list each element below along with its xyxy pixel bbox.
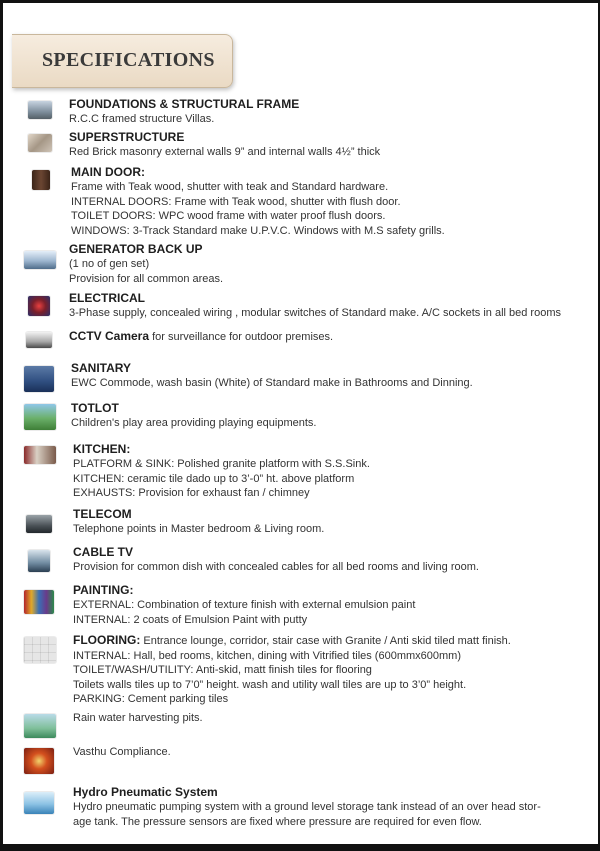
spec-line: (1 no of gen set)	[69, 258, 150, 270]
spec-line: for surveillance for outdoor premises.	[149, 331, 334, 343]
spec-title: CABLE TV	[73, 545, 133, 559]
cable-tv-icon	[28, 550, 50, 572]
page-border-top	[0, 0, 600, 3]
spec-title: GENERATOR BACK UP	[69, 242, 203, 256]
spec-line: Vasthu Compliance.	[73, 746, 171, 758]
building-frame-icon	[28, 101, 52, 119]
spec-title: KITCHEN:	[73, 442, 131, 456]
cctv-camera-icon	[26, 332, 52, 348]
spec-line: WINDOWS: 3-Track Standard make U.P.V.C. Windows with M.S safety grills.	[71, 224, 445, 237]
page-title: SPECIFICATIONS	[42, 49, 215, 71]
spec-title: SANITARY	[71, 361, 131, 375]
door-icon	[32, 170, 50, 190]
spec-title: ELECTRICAL	[69, 291, 145, 305]
spec-line: Entrance lounge, corridor, stair case with Granite / Anti skid tiled matt finish.	[140, 635, 511, 647]
spec-line: Provision for common dish with concealed cables for all bed rooms and living room.	[73, 561, 479, 573]
spec-title: PAINTING:	[73, 583, 134, 597]
spec-title: CCTV Camera	[69, 329, 150, 343]
spec-title: TOTLOT	[71, 401, 119, 415]
playground-icon	[24, 404, 56, 430]
spec-title: FLOORING:	[73, 633, 141, 647]
spec-title: Hydro Pneumatic System	[73, 785, 218, 799]
spec-line: 3-Phase supply, concealed wiring , modular switches of Standard make. A/C sockets in all bed rooms	[69, 307, 561, 319]
brick-wall-icon	[28, 134, 52, 152]
specifications-banner	[12, 34, 233, 88]
kitchen-icon	[24, 446, 56, 464]
spec-line: Children's play area providing playing equipments.	[71, 417, 317, 429]
water-tank-icon	[24, 792, 54, 814]
spec-line: Telephone points in Master bedroom & Living room.	[73, 523, 325, 535]
paint-cans-icon	[24, 590, 54, 614]
spec-line: Frame with Teak wood, shutter with teak and Standard hardware.	[71, 181, 389, 193]
spec-line: Red Brick masonry external walls 9” and internal walls 4½” thick	[69, 146, 381, 158]
spec-line: PLATFORM & SINK: Polished granite platform with S.S.Sink.	[73, 458, 370, 470]
page-border-left	[0, 0, 3, 851]
spec-line: PARKING: Cement parking tiles	[73, 693, 229, 706]
generator-icon	[24, 251, 56, 269]
spec-title: SUPERSTRUCTURE	[69, 130, 185, 144]
page-border-bottom	[0, 844, 600, 851]
spec-line: age tank. The pressure sensors are fixed where pressure are required for even flow.	[73, 815, 482, 828]
spec-line: R.C.C framed structure Villas.	[69, 113, 215, 125]
spec-line: EWC Commode, wash basin (White) of Standard make in Bathrooms and Dinning.	[71, 377, 473, 389]
spec-line: INTERNAL: Hall, bed rooms, kitchen, dining with Vitrified tiles (600mmx600mm)	[73, 649, 461, 662]
rain-water-icon	[24, 714, 56, 738]
spec-line: Rain water harvesting pits.	[73, 712, 203, 724]
vasthu-icon	[24, 748, 54, 774]
spec-line: EXTERNAL: Combination of texture finish with external emulsion paint	[73, 599, 416, 611]
spec-line: TOILET/WASH/UTILITY: Anti-skid, matt finish tiles for flooring	[73, 664, 372, 677]
spec-line: Provision for all common areas.	[69, 272, 224, 285]
spec-line: Hydro pneumatic pumping system with a ground level storage tank instead of an over head stor-	[73, 801, 541, 813]
spec-line: TOILET DOORS: WPC wood frame with water proof flush doors.	[71, 210, 386, 223]
spec-line: INTERNAL: 2 coats of Emulsion Paint with putty	[73, 613, 308, 626]
spec-title: TELECOM	[73, 507, 132, 521]
spec-title: MAIN DOOR:	[71, 165, 145, 179]
electrical-switch-icon	[28, 296, 50, 316]
spec-line: EXHAUSTS: Provision for exhaust fan / chimney	[73, 487, 310, 500]
floor-tile-icon	[24, 637, 56, 663]
telephone-icon	[26, 515, 52, 533]
sanitary-fixture-icon	[24, 366, 54, 392]
spec-line: KITCHEN: ceramic tile dado up to 3’-0” ht. above platform	[73, 472, 355, 485]
spec-line: Toilets walls tiles up to 7’0” height. wash and utility wall tiles are up to 3’0” height.	[73, 678, 467, 691]
spec-line: INTERNAL DOORS: Frame with Teak wood, shutter with flush door.	[71, 195, 401, 208]
spec-title: FOUNDATIONS & STRUCTURAL FRAME	[69, 97, 300, 111]
